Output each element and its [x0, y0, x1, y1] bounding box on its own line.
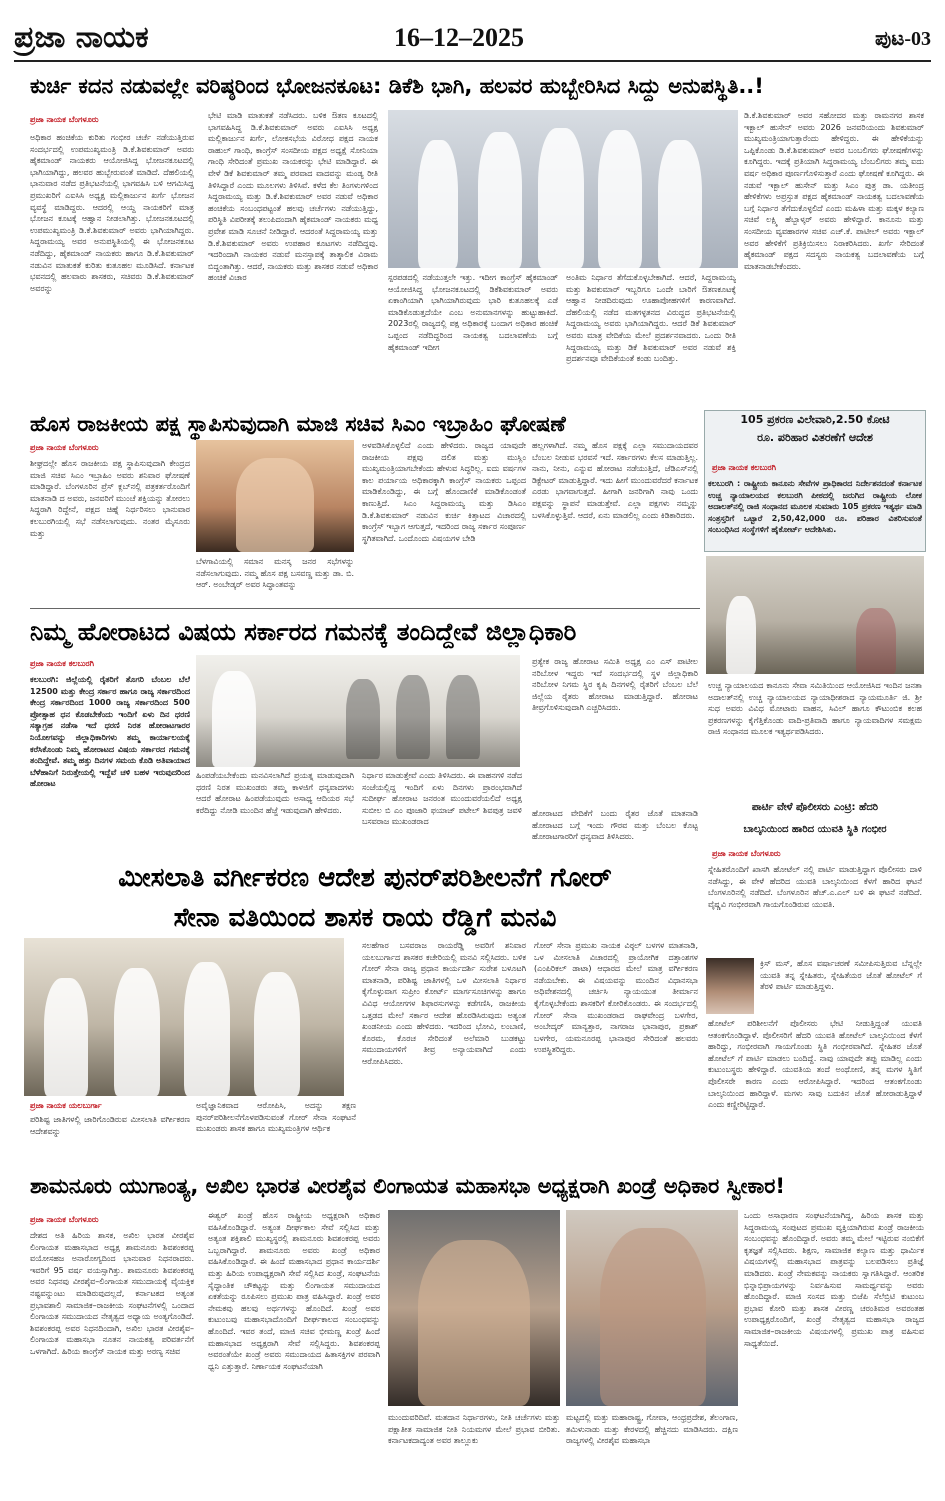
story5-col1: ದೇಶದ ಅತಿ ಹಿರಿಯ ಶಾಸಕ, ಅಖಿಲ ಭಾರತ ವೀರಶೈವ ಲಿಂಗಾಯತ ಮಹಾಸಭಾದ ಅಧ್ಯಕ್ಷ ಶಾಮನೂರು ಶಿವಶಂಕರಪ್ಪ ವಯೋಸಹಜ ಅನಾರೋಗ್ಯದಿಂದ ಭಾನುವಾರ ನಿಧನರಾದರು. ಇವರಿಗೆ 95 ವರ್ಷ ವಯಸ್ಸಾಗಿತ್ತು. ಶಾಮನೂರು ಶಿವಶಂಕರಪ್ಪ ಅವರ ನಿಧನವು ವೀರಶೈವ–ಲಿಂಗಾಯತ ಸಮುದಾಯಕ್ಕೆ ವೈಯಕ್ತಿಕ ನಷ್ಟವನ್ನುಂಟು ಮಾಡಿರುವುದಲ್ಲದೆ, ಕರ್ನಾಟಕದ ಅತ್ಯಂತ ಪ್ರಭಾವಶಾಲಿ ಸಾಮಾಜಿಕ–ರಾಜಕೀಯ ಸಂಘಟನೆಗಳಲ್ಲಿ ಒಂದಾದ ಲಿಂಗಾಯತ ಸಮುದಾಯದ ನೇತೃತ್ವದ ಅಧ್ಯಾಯ ಅಂತ್ಯಗೊಂಡಿದೆ. ಶಿವಶಂಕರಪ್ಪ ಅವರ ನಿಧನದಿಂದಾಗಿ, ಅಖಿಲ ಭಾರತ ವೀರಶೈವ–ಲಿಂಗಾಯತ ಮಹಾಸಭಾ ನೂತನ ನಾಯಕತ್ವ ಪರಿವರ್ತನೆಗೆ ಒಳಗಾಗಿದೆ. ಹಿರಿಯ ಕಾಂಗ್ರೆಸ್ ನಾಯಕ ಮತ್ತು ಅರಣ್ಯ ಸಚಿವ: [30, 1231, 194, 1356]
sidebar1-body2: ಉಚ್ಚ ನ್ಯಾಯಾಲಯದ ಕಾನೂನು ಸೇವಾ ಸಮಿತಿಯಿಂದ ಆಯೋಜಿಸಿದ ಇಂದಿನ ಜನತಾ ಅದಾಲತ್‌ನಲ್ಲಿ ಉಚ್ಚ ನ್ಯಾಯಾಲಯದ ನ್ಯಾಯಾಧೀಶರಾದ ನ್ಯಾಯಮೂರ್ತಿ ಜಿ. ಶ್ರೀ ಸುಧ ಅವರು ವಿವಿಧ ಮೋಟಾರು ವಾಹನ, ಸಿವಿಲ್ ಹಾಗೂ ಕೌಟುಂಬಿಕ ಕಲಹ ಪ್ರಕರಣಗಳನ್ನು ಕೈಗೆತ್ತಿಕೊಂಡು ವಾದಿ-ಪ್ರತಿವಾದಿ ಹಾಗೂ ನ್ಯಾಯವಾದಿಗಳ ಸಮಕ್ಷಮ ರಾಜಿ ಸಂಧಾನದ ಮೂಲಕ ಇತ್ಯರ್ಥಪಡಿಸಿದರು.: [708, 681, 922, 737]
story4-photo: [24, 938, 344, 1096]
story4-col2: ಅವೈಜ್ಞಾನಿಕವಾದ ಆರೋಪಿಸಿ, ಅದನ್ನು ತಕ್ಷಣ ಪುನರ್‌ಪರಿಶೀಲನೆಗೊಳಪಡಿಸುವಂತೆ ಗೋರ್ ಸೇನಾ ಸಂಘಟನೆ ಮುಖಂಡರು ಶಾಸಕ ಹಾಗೂ ಮುಖ್ಯಮಂತ್ರಿಗಳ ಆರ್ಥಿಕ: [196, 1101, 356, 1134]
story4-headline-line2: ಸೇನಾ ವತಿಯಿಂದ ಶಾಸಕ ರಾಯ ರೆಡ್ಡಿಗೆ ಮನವಿ: [173, 903, 557, 933]
sidebar1-photo: [706, 556, 924, 674]
story3-col3: ನಿರ್ಧಾರ ಮಾಡುತ್ತೇವೆ ಎಂದು ತಿಳಿಸಿದರು. ಈ ವಾಹನಗಳಿ ನಡೆದ ಸಂಜೆಯಲ್ಲಿದ್ದ ಇಂದಿಗೆ ಏಳು ದಿನಗಳು ಪ್ರಾರಂಭವಾಗಿದೆ ಸುದೀರ್ಘ ಹೋರಾಟ ಜನರಂತ ಮುಂದುವರೆಯಲಿದೆ ಅಧ್ಯಕ್ಷ ಸುಬೀಲ ಬಿ ಎಂ ಪೂಜಾರಿ ಫಯಾಜ್ ಪಟೇಲ್ ಶಿವಪುತ್ರ ಜವಳಿ ಬಸವರಾಜ ಮುಖಂಡರಾದ: [362, 771, 522, 827]
story4-col4: ಗೋರ್ ಸೇನಾ ಪ್ರಮುಖ ನಾಯಕ ವಿಠ್ಠಲ್ ಬಳಗಳ ಮಾತನಾಡಿ, ಒಳ ಮೀಸಲಾತಿ ವಿಚಾರದಲ್ಲಿ ಪ್ರಾಯೋಗಿಕ ದತ್ತಾಂಶಗಳ (ಎಂಪಿರಿಕಲ್ ಡಾಟಾ) ಆಧಾರದ ಮೇಲೆ ಮಾತ್ರ ವರ್ಗೀಕರಣ ನಡೆಯಬೇಕು. ಈ ವಿಷಯವನ್ನು ಮುಂದಿನ ವಿಧಾನಸಭಾ ಅಧಿವೇಶನದಲ್ಲಿ ಚರ್ಚಿಸಿ ನ್ಯಾಯಯುತ ತೀರ್ಮಾನ ಕೈಗೊಳ್ಳಬೇಕೆಂದು ಶಾಸಕರಿಗೆ ಕೋರಿಕೊಂಡರು. ಈ ಸಂದರ್ಭದಲ್ಲಿ ಗೋರ್ ಸೇನಾ ಮುಖಂಡರಾದ ರಾಘವೇಂದ್ರ ಬಳಗೇರ, ಅಂಬೇದ್ಕರ್ ಮಾನ್ಯತ್ತಾರ, ನಾಗರಾಜ ಭಾನಾಪುರ, ಪ್ರಕಾಶ್ ಬಳಗೇರ, ಯಮನೂರಪ್ಪ ಭಾನಾಪುರ ಸೇರಿದಂತೆ ಹಲವರು ಉಪಸ್ಥಿತರಿದ್ದರು.: [534, 941, 698, 1055]
story1-col1: ಅಧಿಕಾರ ಹಂಚಿಕೆಯ ಕುರಿತು ಗಂಭೀರ ಚರ್ಚೆ ನಡೆಯುತ್ತಿರುವ ಸಂದರ್ಭದಲ್ಲಿ ಉಪಮುಖ್ಯಮಂತ್ರಿ ಡಿ.ಕೆ.ಶಿವಕುಮಾರ್ ಅವರು ಹೈಕಮಾಂಡ್ ನಾಯಕರು ಆಯೋಜಿಸಿದ್ದ ಭೋಜನಕೂಟದಲ್ಲಿ ಭಾಗಿಯಾಗಿದ್ದು, ಹಲವರ ಹುಬ್ಬೇರುವಂತೆ ಮಾಡಿದೆ. ದೆಹಲಿಯಲ್ಲಿ ಭಾನುವಾರ ನಡೆದ ಪ್ರತಿಭಟನೆಯಲ್ಲಿ ಭಾಗವಹಿಸಿ ಬಳಿ ಆಗಮಿಸಿದ್ದ ಪ್ರಮುಖರಿಗೆ ಎಐಸಿಸಿ ಅಧ್ಯಕ್ಷ ಮಲ್ಲಿಕಾರ್ಜುನ ಖರ್ಗೆ ಭೋಜನ ವ್ಯವಸ್ಥೆ ಮಾಡಿದ್ದರು. ಆದರಲ್ಲಿ ಆಯ್ದ ನಾಯಕರಿಗೆ ಮಾತ್ರ ಭೋಜನ ಕೂಟಕ್ಕೆ ಆಹ್ವಾನ ನೀಡಲಾಗಿತ್ತು. ಭೋಜನಕೂಟದಲ್ಲಿ ಉಪಮುಖ್ಯಮಂತ್ರಿ ಡಿ.ಕೆ.ಶಿವಕುಮಾರ್ ಅವರು ಭಾಗಿಯಾಗಿದ್ದರು. ಸಿದ್ದರಾಮಯ್ಯ ಅವರ ಅನುಪಸ್ಥಿತಿಯಲ್ಲಿ ಈ ಭೋಜನಕೂಟ ನಡೆದಿದ್ದು, ಹೈಕಮಾಂಡ್ ನಾಯಕರು ಹಾಗೂ ಡಿ.ಕೆ.ಶಿವಕುಮಾರ್ ನಡುವಿನ ಮಾತುಕತೆ ಕುರಿತು ಕುತೂಹಲ ಮೂಡಿಸಿದೆ. ಕರ್ನಾಟಕ ಭವನದಲ್ಲಿ ಹಲವಾರು ಶಾಸಕರು, ಸಚಿವರು ಡಿ.ಕೆ.ಶಿವಕುಮಾರ್ ಅವರನ್ನು: [30, 133, 194, 293]
story4-col1: ಪರಿಶಿಷ್ಟ ಜಾತಿಗಳಲ್ಲಿ ಜಾರಿಗೊಂಡಿರುವ ಮೀಸಲಾತಿ ವರ್ಗೀಕರಣ ಆದೇಶವನ್ನು: [30, 1115, 190, 1136]
story5-headline: ಶಾಮನೂರು ಯುಗಾಂತ್ಯ, ಅಖಿಲ ಭಾರತ ವೀರಶೈವ ಲಿಂಗಾಯತ ಮಹಾಸಭಾ ಅಧ್ಯಕ್ಷರಾಗಿ ಖಂಡ್ರೆ ಅಧಿಕಾರ ಸ್ವೀಕಾರ!: [30, 1174, 785, 1198]
divider: [30, 608, 700, 609]
story5-col5: ಒಂದು ಅಸಾಧಾರಣ ಸಂಘಟನೆಯಾಗಿದ್ದ, ಹಿರಿಯ ಶಾಸಕ ಮತ್ತು ಸಿದ್ದರಾಮಯ್ಯ ಸಂಪುಟದ ಪ್ರಮುಖ ವ್ಯಕ್ತಿಯಾಗಿರುವ ಖಂಡ್ರೆ ರಾಜಕೀಯ ಸಂಬಂಧವನ್ನು ಹೊಂದಿದ್ದಾರೆ. ಅವರು ತಮ್ಮ ಮೇಲೆ ಇಟ್ಟಿರುವ ನಂಬಿಕೆಗೆ ಕೃತಜ್ಞತೆ ಸಲ್ಲಿಸಿದರು. ಶಿಕ್ಷಣ, ಸಾಮಾಜಿಕ ಕಲ್ಯಾಣ ಮತ್ತು ಧಾರ್ಮಿಕ ವಿಷಯಗಳಲ್ಲಿ ಮಹಾಸಭಾದ ಪಾತ್ರವನ್ನು ಬಲಪಡಿಸಲು ಪ್ರತಿಜ್ಞೆ ಮಾಡಿದರು. ಖಂಡ್ರೆ ನೇಮಕವನ್ನು ನಾಯಕರು ಸ್ವಾಗತಿಸಿದ್ದಾರೆ. ಆಂತರಿಕ ಭಿನ್ನಾಭಿಪ್ರಾಯಗಳನ್ನು ನಿರ್ವಹಿಸುವ ಸಾಮರ್ಥ್ಯವನ್ನು ಅವರು ಹೊಂದಿದ್ದಾರೆ. ಮಾಜಿ ಸಂಸದ ಮತ್ತು ಬಿಜೆಪಿ ಸೆಲೆಬ್ರಿಟಿ ಕುಟುಂಬ ಪ್ರಭಾವ ಕೋರಿ ಮತ್ತು ಶಾಸಕ ವೀರಣ್ಣ ಚರಂತಿಮಠ ಅವರಂತಹ ಉಪಾಧ್ಯಕ್ಷರೊಂದಿಗೆ, ಖಂಡ್ರೆ ನೇತೃತ್ವದ ಮಹಾಸಭಾ ರಾಜ್ಯದ ಸಾಮಾಜಿಕ–ರಾಜಕೀಯ ವಿಷಯಗಳಲ್ಲಿ ಪ್ರಮುಖ ಪಾತ್ರ ವಹಿಸುವ ಸಾಧ್ಯತೆಯಿದೆ.: [744, 1211, 924, 1348]
story3-headline: ನಿಮ್ಮ ಹೋರಾಟದ ವಿಷಯ ಸರ್ಕಾರದ ಗಮನಕ್ಕೆ ತಂದಿದ್ದೇವೆ ಜಿಲ್ಲಾಧಿಕಾರಿ: [30, 618, 577, 646]
sidebar1-body: ಕಲಬುರಗಿ : ರಾಷ್ಟ್ರೀಯ ಕಾನೂನು ಸೇವೆಗಳ ಪ್ರಾಧಿಕಾರದ ನಿರ್ದೇಶನದಂತೆ ಕರ್ನಾಟಕ ಉಚ್ಚ ನ್ಯಾಯಾಲಯದ ಕಲಬುರಗಿ ಪೀಠದಲ್ಲಿ ಜರುಗಿದ ರಾಷ್ಟ್ರೀಯ ಲೋಕ ಅದಾಲತ್‌ನಲ್ಲಿ ರಾಜಿ ಸಂಧಾನದ ಮೂಲಕ ಸುಮಾರು 105 ಪ್ರಕರಣ ಇತ್ಯರ್ಥ ಮಾಡಿ ಸಂತ್ರಸ್ತರಿಗೆ ಒಟ್ಟಾರೆ 2,50,42,000 ರೂ. ಪರಿಹಾರ ವಿತರಿಸುವಂತೆ ಸಂಬಂಧಿಸಿದ ಸಂಸ್ಥೆಗಳಿಗೆ ಹೈಕೋರ್ಟ್ ಆದೇಶಿಸಿತು.: [708, 479, 922, 535]
story2-headline: ಹೊಸ ರಾಜಕೀಯ ಪಕ್ಷ ಸ್ಥಾಪಿಸುವುದಾಗಿ ಮಾಜಿ ಸಚಿವ ಸಿಎಂ ಇಬ್ರಾಹಿಂ ಘೋಷಣೆ: [30, 412, 566, 436]
story4-col3: ಸಲಹೆಗಾರ ಬಸವರಾಜ ರಾಯರೆಡ್ಡಿ ಅವರಿಗೆ ಶನಿವಾರ ಯಲಬುರ್ಗಾದ ಶಾಸಕರ ಕಚೇರಿಯಲ್ಲಿ ಮನವಿ ಸಲ್ಲಿಸಿದರು. ಬಳಿಕ ಗೋರ್ ಸೇನಾ ರಾಜ್ಯ ಪ್ರಧಾನ ಕಾರ್ಯದರ್ಶಿ ಸುರೇಶ ಬಳೂಟಗಿ ಮಾತನಾಡಿ, ಪರಿಶಿಷ್ಟ ಜಾತಿಗಳಲ್ಲಿ ಒಳ ಮೀಸಲಾತಿ ನಿರ್ಧಾರ ಕೈಗೊಳ್ಳುವಾಗ ಸುಪ್ರೀಂ ಕೋರ್ಟ್ ಮಾರ್ಗಸೂಚಿಗಳನ್ನು ಹಾಗೂ ವಿವಿಧ ಆಯೋಗಗಳ ಶಿಫಾರಸುಗಳನ್ನು ಕಡೆಗಣಿಸಿ, ರಾಜಕೀಯ ಒತ್ತಡದ ಮೇಲೆ ಸರ್ಕಾರ ಆದೇಶ ಹೊರಡಿಸಿರುವುದು ಅತ್ಯಂತ ಖಂಡನೀಯ ಎಂದು ಹೇಳಿದರು. ಇದರಿಂದ ಭೋವಿ, ಲಂಬಾಣಿ, ಕೊರಮ, ಕೊರಚ ಸೇರಿದಂತೆ ಅಲೆಮಾರಿ ಬುಡಕಟ್ಟು ಸಮುದಾಯಗಳಿಗೆ ತೀವ್ರ ಅನ್ಯಾಯವಾಗಿದೆ ಎಂದು ಆರೋಪಿಸಿದರು.: [362, 941, 526, 1066]
story2-col2: ಬೆಳಗಾವಿಯಲ್ಲಿ ಸಮಾನ ಮನಸ್ಕ ಜನರ ಸಭೆಗಳನ್ನು ನಡೆಸಲಾಗುವುದು. ನಮ್ಮ ಹೊಸ ಪಕ್ಷ ಬಸವಣ್ಣ ಮತ್ತು ಡಾ. ಬಿ. ಆರ್. ಅಂಬೇಡ್ಕರ್ ಅವರ ಸಿದ್ಧಾಂತವನ್ನು: [196, 557, 354, 590]
page-number: ಪುಟ-03: [874, 28, 931, 50]
story5-col2: ಈಶ್ವರ್ ಖಂಡ್ರೆ ಹೊಸ ರಾಷ್ಟ್ರೀಯ ಅಧ್ಯಕ್ಷರಾಗಿ ಅಧಿಕಾರ ವಹಿಸಿಕೊಂಡಿದ್ದಾರೆ. ಅತ್ಯಂತ ದೀರ್ಘಕಾಲ ಸೇವೆ ಸಲ್ಲಿಸಿದ ಮತ್ತು ಅತ್ಯಂತ ಶಕ್ತಿಶಾಲಿ ಮುಖ್ಯಸ್ಥರಲ್ಲಿ ಶಾಮನೂರು ಶಿವಶಂಕರಪ್ಪ ಅವರು ಒಬ್ಬರಾಗಿದ್ದಾರೆ. ಶಾಮನೂರು ಅವರು ಖಂಡ್ರೆ ಅಧಿಕಾರ ವಹಿಸಿಕೊಂಡಿದ್ದಾರೆ. ಈ ಹಿಂದೆ ಮಹಾಸಭಾದ ಪ್ರಧಾನ ಕಾರ್ಯದರ್ಶಿ ಮತ್ತು ಹಿರಿಯ ಉಪಾಧ್ಯಕ್ಷರಾಗಿ ಸೇವೆ ಸಲ್ಲಿಸಿದ ಖಂಡ್ರೆ, ಸಂಘಟನೆಯ ಸೈದ್ಧಾಂತಿಕ ಚೌಕಟ್ಟನ್ನು ಮತ್ತು ಲಿಂಗಾಯತ ಸಮುದಾಯದ ಏಕತೆಯನ್ನು ರೂಪಿಸಲು ಪ್ರಮುಖ ಪಾತ್ರ ವಹಿಸಿದ್ದಾರೆ. ಖಂಡ್ರೆ ಅವರ ನೇಮಕವು ಹಲವು ಅರ್ಥಗಳನ್ನು ಹೊಂದಿದೆ. ಖಂಡ್ರೆ ಅವರ ಕುಟುಂಬವು ಮಹಾಸಭಾದೊಂದಿಗೆ ದೀರ್ಘಕಾಲದ ಸಂಬಂಧವನ್ನು ಹೊಂದಿದೆ. ಇವರ ತಂದೆ, ಮಾಜಿ ಸಚಿವ ಭೀಮಣ್ಣ ಖಂಡ್ರೆ ಹಿಂದೆ ಮಹಾಸಭಾದ ಅಧ್ಯಕ್ಷರಾಗಿ ಸೇವೆ ಸಲ್ಲಿಸಿದ್ದರು. ಶಿವಶಂಕರಪ್ಪ ಅವರಂತೆಯೇ ಖಂಡ್ರೆ ಅವರು ಸಮುದಾಯದ ಹಿತಾಸಕ್ತಿಗಳ ಪರವಾಗಿ ಧ್ವನಿ ಎತ್ತುತ್ತಾರೆ. ನಿರ್ಣಾಯಕ ಸಂಘಟನೆಯಾಗಿ: [208, 1211, 380, 1371]
sidebar1-byline: ಪ್ರಜಾ ನಾಯಕ ಕಲಬುರಗಿ: [712, 463, 777, 472]
story4-headline-line1: ಮೀಸಲಾತಿ ವರ್ಗೀಕರಣ ಆದೇಶ ಪುನರ್‌ಪರಿಶೀಲನೆಗೆ ಗೋರ್: [118, 863, 612, 893]
sidebar2-body-mid: ಕ್ರಿಸ್ ಮಸ್, ಹೊಸ ವರ್ಷಾಚರಣೆ ಸಮೀಪಿಸುತ್ತಿರುವ ಬೆನ್ನಲ್ಲೇ ಯುವತಿ ತನ್ನ ಸ್ನೇಹಿತರು, ಸ್ನೇಹಿತೆಯರ ಜೊತೆ ಹೋಟೆಲ್ ಗೆ ತೆರಳಿ ಪಾರ್ಟಿ ಮಾಡುತ್ತಿದ್ದಳು.: [760, 959, 922, 992]
sidebar2-title-line2: ಬಾಲ್ಕನಿಯಿಂದ ಹಾರಿದ ಯುವತಿ ಸ್ಥಿತಿ ಗಂಭೀರ: [743, 824, 887, 835]
story3-col5: ಹೋರಾಟದ ವೇದಿಕೆಗೆ ಬಂದು ರೈತರ ಜೊತೆ ಮಾತನಾಡಿ ಹೋರಾಟದ ಬಗ್ಗೆ ಇಂದು ಗೌರವ ಮತ್ತು ಬೆಂಬಲ ಕೊಟ್ಟ ಹೋರಾಟಗಾರರಿಗೆ ಧನ್ಯವಾದ ತಿಳಿಸಿದರು.: [532, 809, 698, 842]
sidebar2-byline: ಪ್ರಜಾ ನಾಯಕ ಬೆಂಗಳೂರು: [712, 849, 781, 858]
story5-byline: ಪ್ರಜಾ ನಾಯಕ ಬೆಂಗಳೂರು: [30, 1215, 99, 1224]
story4-byline: ಪ್ರಜಾ ನಾಯಕ ಯಲಬುರ್ಗಾ: [30, 1101, 102, 1110]
story5-col3: ಮುಂದುವರಿದಿವೆ. ಮತದಾನ ನಿರ್ಧಾರಗಳು, ನೀತಿ ಚರ್ಚೆಗಳು ಮತ್ತು ಪಕ್ಷಾತೀತ ಸಾಮಾಜಿಕ ನೀತಿ ನಿಯಮಗಳ ಮೇಲೆ ಪ್ರಭಾವ ಬೀರಿತು. ಕರ್ನಾಟಕದಾದ್ಯಂತ ಅವರ ತಾಲ್ಲೂಕು: [388, 1413, 560, 1446]
story2-photo: [196, 440, 354, 552]
story3-col1: ಕಲಬುರಗಿ: ಜಿಲ್ಲೆಯಲ್ಲಿ ರೈತರಿಗೆ ತೊಗರಿ ಬೆಂಬಲ ಬೆಲೆ 12500 ಮತ್ತು ಕೇಂದ್ರ ಸರ್ಕಾರ ಹಾಗೂ ರಾಜ್ಯ ಸರ್ಕಾರದಿಂದ ಕೇಂದ್ರ ಸರ್ಕಾರದಿಂದ 1000 ರಾಜ್ಯ ಸರ್ಕಾರದಿಂದ 500 ಪ್ರೋತ್ಸಾಹ ಧನ ಕೊಡಬೇಕೆಂದು ಇಂದಿಗೆ ಏಳು ದಿನ ಧರಣಿ ಸತ್ಯಾಗ್ರಹ ನಡೆಸಾ ಇದೆ ಧರಣಿ ನಿರತ ಹೋರಾಟಗಾರರ ನಿಯೋಗವನ್ನು ಜಿಲ್ಲಾಧಿಕಾರಿಗಳು ತಮ್ಮ ಕಾರ್ಯಾಲಯಕ್ಕೆ ಕರೆಸಿಕೊಂಡು ನಿಮ್ಮ ಹೋರಾಟದ ವಿಷಯ ಸರ್ಕಾರದ ಗಮನಕ್ಕೆ ತಂದಿದ್ದೇವೆ. ತಮ್ಮ ಹತ್ತು ದಿನಗಳ ಸಮಯ ಕೊಡಿ ಅತಿವಾಯಾದ ಬೆಳೆಹಾನಿಗೆ ನಿರುತ್ತೇಯಲ್ಲಿ ಇದ್ದೆವೆ ಚಳಿ ಬಹಳ ಇರುವುದರಿಂದ ಹೋರಾಟ: [30, 675, 190, 789]
story3-col4: ಪ್ರತ್ಯೇಕ ರಾಜ್ಯ ಹೋರಾಟ ಸಮಿತಿ ಅಧ್ಯಕ್ಷ ಎಂ ಎಸ್ ಪಾಟೀಲ ನರಿಬೋಳ ಇದ್ದರು ಇದೆ ಸಂದರ್ಭದಲ್ಲಿ ಸ್ಥಳ ಜಿಲ್ಲಾಧಿಕಾರಿ ನರಿಬೋಳ ನಿಗಮ ಸ್ಥಿರ ಕೃಷಿ ದಿನಗಳಲ್ಲಿ ರೈತರಿಗೆ ಬೆಂಬಲ ಬೆಲೆ ಜಿಲ್ಲೆಯ ರೈತರು ಹೋರಾಟ ಮಾಡುತ್ತಿದ್ದಾರೆ. ಹೋರಾಟ ತೀವ್ರಗೊಳಿಸುವುದಾಗಿ ಎಚ್ಚರಿಸಿದರು.: [532, 657, 698, 713]
story2-col1: ಶೀಘ್ರದಲ್ಲೇ ಹೊಸ ರಾಜಕೀಯ ಪಕ್ಷ ಸ್ಥಾಪಿಸುವುದಾಗಿ ಕೇಂದ್ರದ ಮಾಜಿ ಸಚಿವ ಸಿಎಂ ಇಬ್ರಾಹಿಂ ಅವರು ಶನಿವಾರ ಘೋಷಣೆ ಮಾಡಿದ್ದಾರೆ. ಬೆಂಗಳೂರಿನ ಪ್ರೆಸ್ ಕ್ಲಬ್‌ನಲ್ಲಿ ಪತ್ರಕರ್ತರೊಂದಿಗೆ ಮಾತನಾಡಿ ದ ಅವರು, ಜನವರಿಗೆ ಮುಂಚೆ ಶಕ್ತಿಯನ್ನು ತೋರಲು ಸಿದ್ಧರಾಗಿ ರಿದ್ದೇನೆ, ಪಕ್ಷದ ಚಿಹ್ನೆ ನಿರ್ಧರಿಸಲು ಭಾನುವಾರ ಕಲಬುರಗಿಯಲ್ಲಿ ಸಭೆ ನಡೆಸಲಾಗುವುದು. ನಂತರ ಮೈಸೂರು ಮತ್ತು: [30, 459, 190, 538]
sidebar2-body-bottom: ಹೋಟೆಲ್ ಪರಿಶೀಲನೆಗೆ ಪೊಲೀಸರು ಭೇಟಿ ನೀಡುತ್ತಿದ್ದಂತೆ ಯುವತಿ ಆತಂಕಗೊಂಡಿದ್ದಾಳೆ. ಪೊಲೀಸರಿಗೆ ಹೆದರಿ ಯುವತಿ ಹೋಟೆಲ್ ಬಾಲ್ಕನಿಯಿಂದ ಕೆಳಗೆ ಹಾರಿದ್ದು, ಗಂಭೀರವಾಗಿ ಗಾಯಗೊಂಡು ಸ್ಥಿತಿ ಗಂಭೀರವಾಗಿದೆ. ಸ್ನೇಹಿತರ ಜೊತೆ ಹೋಟೆಲ್ ಗೆ ಪಾರ್ಟಿ ಮಾಡಲು ಬಂದಿದ್ದೆ. ನಾವು ಯಾವುದೇ ತಪ್ಪು ಮಾಡಿಲ್ಲ ಎಂದು ಕುಟುಂಬಸ್ಥರು ಹೇಳಿದ್ದಾರೆ. ಯುವತಿಯ ತಂದೆ ಅಂಥೋಣಿ, ತನ್ನ ಮಗಳ ಸ್ಥಿತಿಗೆ ಪೊಲೀಸರೇ ಕಾರಣ ಎಂದು ಆರೋಪಿಸಿದ್ದಾರೆ. ಇದರಿಂದ ಆತಂಕಗೊಂಡು ಬಾಲ್ಕನಿಯಿಂದ ಹಾರಿದ್ದಾಳೆ. ಮಗಳು ಸಾವು ಬದುಕಿನ ಜೊತೆ ಹೋರಾಡುತ್ತಿದ್ದಾಳೆ ಎಂದು ಕಣ್ಣೀರಿಟ್ಟಿದ್ದಾರೆ.: [708, 1019, 922, 1110]
story3-col2: ಹಿಂಪಡೆಯಬೇಕೆಂದು ಮನವಿಸಲಾಗಿದೆ ಪ್ರಯತ್ನ ಮಾಡುವುದಾಗಿ ಧರಣಿ ನಿರತ ಮುಖಂಡರು ತಮ್ಮ ಕಾಳಜಿಗೆ ಧನ್ಯವಾದಗಳು ಆದರೆ ಹೋರಾಟ ಹಿಂಪಡೆಯುವುದು ಅಸಾಧ್ಯ ಆದಿಯರ ಸಭೆ ಕರೆದಿದ್ದು ನೋಡಿ ಮುಂದಿನ ಹೆಜ್ಜೆ ಇಡುವುದಾಗಿ ಹೇಳಿದರು.: [196, 771, 354, 815]
story1-byline: ಪ್ರಜಾ ನಾಯಕ ಬೆಂಗಳೂರು: [30, 115, 99, 124]
story1-col4: ಅಂತಿಮ ನಿರ್ಧಾರ ತೆಗೆದುಕೊಳ್ಳಬೇಕಾಗಿದೆ. ಆದರೆ, ಸಿದ್ದರಾಮಯ್ಯ ಮತ್ತು ಶಿವಕುಮಾರ್ ಇಬ್ಬರಿಗೂ ಒಂದೇ ಬಾರಿಗೆ ಔತಣಕೂಟಕ್ಕೆ ಆಹ್ವಾನ ನೀಡದಿರುವುದು ಊಹಾಪೋಹಗಳಿಗೆ ಕಾರಣವಾಗಿದೆ. ದೆಹಲಿಯಲ್ಲಿ ನಡೆದ ಮತಗಳ್ಳತನದ ವಿರುದ್ಧದ ಪ್ರತಿಭಟನೆಯಲ್ಲಿ ಸಿದ್ದರಾಮಯ್ಯ ಅವರು ಭಾಗಿಯಾಗಿದ್ದರು. ಆದರೆ ಡಿಕೆ ಶಿವಕುಮಾರ್ ಅವರು ಮಾತ್ರ ವೇದಿಕೆಯ ಮೇಲೆ ಪ್ರದರ್ಶನವಾದರು. ಒಂದು ರೀತಿ ಸಿದ್ದರಾಮಯ್ಯ ಮತ್ತು ಡಿಕೆ ಶಿವಕುಮಾರ್ ಅವರ ನಡುವೆ ಶಕ್ತಿ ಪ್ರದರ್ಶನವೂ ವೇದಿಕೆಯಂತೆ ಕಂಡು ಬಂದಿತ್ತು.: [566, 273, 736, 364]
story3-photo: [196, 655, 520, 767]
story5-col4: ಮಟ್ಟದಲ್ಲಿ ಮತ್ತು ಮಹಾರಾಷ್ಟ್ರ, ಗೋವಾ, ಆಂಧ್ರಪ್ರದೇಶ, ತೆಲಂಗಾಣ, ತಮಿಳುನಾಡು ಮತ್ತು ಕೇರಳದಲ್ಲಿ ಹೆಚ್ಚಿನದು ಮಾಡಿಸಿದರು. ದಕ್ಷಿಣ ರಾಜ್ಯಗಳಲ್ಲಿ ವೀರಶೈವ ಮಹಾಸಭಾ: [566, 1413, 738, 1446]
story1-col3: ಸ್ಪರಪಡದಲ್ಲಿ ನಡೆಯುತ್ತಲೇ ಇತ್ತು. ಇದೀಗ ಕಾಂಗ್ರೆಸ್ ಹೈಕಮಾಂಡ್ ಆಯೋಜಿಸಿದ್ದ ಭೋಜನಕೂಟದಲ್ಲಿ ಡಿಕೆಶಿವಕುಮಾರ್ ಅವರು ಏಕಾಂಗಿಯಾಗಿ ಭಾಗಿಯಾಗಿರುವುದು ಭಾರಿ ಕುತೂಹಲಕ್ಕೆ ಎಡೆ ಮಾಡಿಕೊಡುತ್ತದೆಯೇ ಎಂಬ ಅನುಮಾನಗಳನ್ನು ಹುಟ್ಟುಹಾಕಿದೆ. 2023ರಲ್ಲಿ ರಾಜ್ಯದಲ್ಲಿ ಪಕ್ಷ ಅಧಿಕಾರಕ್ಕೆ ಬಂದಾಗ ಅಧಿಕಾರ ಹಂಚಿಕೆ ಒಪ್ಪಂದ ನಡೆದಿದ್ದರಿಂದ ನಾಯಕತ್ವ ಬದಲಾವಣೆಯ ಬಗ್ಗೆ ಹೈಕಮಾಂಡ್ ಇದೀಗ: [388, 273, 558, 352]
sidebar2-photo: [706, 958, 754, 1014]
newspaper-name: ಪ್ರಜಾ ನಾಯಕ: [14, 20, 149, 55]
story5-photo-right: [566, 1210, 738, 1406]
sidebar2-body-top: ಸ್ನೇಹಿತರೊಂದಿಗೆ ಖಾಸಗಿ ಹೋಟೆಲ್ ನಲ್ಲಿ ಪಾರ್ಟಿ ಮಾಡುತ್ತಿದ್ದಾಗ ಪೊಲೀಸರು ದಾಳಿ ನಡೆಸಿದ್ದು, ಈ ವೇಳೆ ಹೆದರಿದ ಯುವತಿ ಬಾಲ್ಕನಿಯಿಂದ ಕೆಳಗೆ ಹಾರಿದ ಘಟನೆ ಬೆಂಗಳೂರಿನಲ್ಲಿ ನಡೆದಿದೆ. ಬೆಂಗಳೂರಿನ ಹೆಚ್.ಎ.ಎಲ್ ಬಳಿ ಈ ಘಟನೆ ನಡೆದಿದೆ. ವೈಷ್ಣವಿ ಗಂಭೀರವಾಗಿ ಗಾಯಗೊಂಡಿರುವ ಯುವತಿ.: [708, 865, 922, 909]
story2-col3: ಅಳವಡಿಸಿಕೊಳ್ಳಲಿದೆ ಎಂದು ಹೇಳಿದರು. ರಾಜ್ಯದ ಯಾವುದೇ ರಾಜಕೀಯ ಪಕ್ಷವು ದಲಿತ ಮತ್ತು ಮುಸ್ಲಿಂ ಮುಖ್ಯಮಂತ್ರಿಯಾಗಬೇಕೆಂದು ಹೇಳುವ ಸಿದ್ಧರಿಲ್ಲ. ಐದು ವರ್ಷಗಳ ಕಾಲ ಪರ್ಯಾಯ ಅಧಿಕಾರಕ್ಕಾಗಿ ಕಾಂಗ್ರೆಸ್ ನಾಯಕರು ಒಪ್ಪಂದ ಮಾಡಿಕೊಂಡಿದ್ದು, ಈ ಬಗ್ಗೆ ಹೊಂದಾಣಿಕೆ ಮಾಡಿಕೊಂಡಂತೆ ಕಾಣುತ್ತಿದೆ. ಸಿಎಂ ಸಿದ್ದರಾಮಯ್ಯ ಮತ್ತು ಡಿಸಿಎಂ ಡಿ.ಕೆ.ಶಿವಕುಮಾರ್ ನಡುವಿನ ಕುರ್ಚಿ ಕಿತ್ತಾಟದ ವಿಚಾರದಲ್ಲಿ ಕಾಂಗ್ರೆಸ್ ಇಬ್ಬಾಗ ಆಗುತ್ತದೆ, ಇದರಿಂದ ರಾಜ್ಯ ಸರ್ಕಾರ ಸಂಪೂರ್ಣ ಸ್ಥಗಿತವಾಗಿದೆ. ಒಂದೊಂದು ವಿಷಯಗಳ ಬೇಡಿ: [362, 441, 526, 543]
sidebar2-title-line1: ಪಾರ್ಟಿ ವೇಳೆ ಪೊಲೀಸರು ಎಂಟ್ರಿ: ಹೆದರಿ: [751, 802, 879, 813]
story2-col4: ಹಲ್ಲಗಳಾಗಿದೆ. ನಮ್ಮ ಹೊಸ ಪಕ್ಷಕ್ಕೆ ಎಲ್ಲಾ ಸಮುದಾಯದವರ ಬೆಂಬಲ ನೀಡುವ ಭರವಸೆ ಇದೆ. ಸರ್ಕಾರಗಳು ಕೆಲಸ ಮಾಡುತ್ತಿಲ್ಲ. ನಾನು, ನೀನು, ಎನ್ನುವ ಹೋರಾಟ ನಡೆಯುತ್ತಿದೆ, ಜೆಡಿಎಸ್‌ನಲ್ಲಿ ಡಿಕ್ಟೇಟರ್ ಮಾಡುತ್ತಿದ್ದಾರೆ. ಇದು ಹೀಗೆ ಮುಂದುವರೆದರೆ ಕರ್ನಾಟಕ ಎರಡು ಭಾಗವಾಗುತ್ತದೆ. ಹೀಗಾಗಿ ಜನರಿಗಾಗಿ ನಾವು ಒಂದು ಪಕ್ಷವನ್ನು ಸ್ಥಾಪನೆ ಮಾಡುತ್ತೇವೆ. ಎಲ್ಲಾ ಪಕ್ಷಗಳು ನಮ್ಮನ್ನು ಬಳಸಿಕೊಳ್ಳುತ್ತಿವೆ. ಆದರೆ, ಏನು ಮಾಡಲಿಲ್ಲ ಎಂದು ಕಿಡಿಕಾರಿದರು.: [532, 441, 698, 520]
story1-headline: ಕುರ್ಚಿ ಕದನ ನಡುವಲ್ಲೇ ವರಿಷ್ಠರಿಂದ ಭೋಜನಕೂಟ: ಡಿಕೆಶಿ ಭಾಗಿ, ಹಲವರ ಹುಬ್ಬೇರಿಸಿದ ಸಿದ್ದು ಅನುಪಸ್ಥಿತಿ..!: [30, 74, 764, 98]
masthead: [14, 18, 931, 62]
story1-col5: ಡಿ.ಕೆ.ಶಿವಕುಮಾರ್ ಅವರ ಸಹೋದರ ಮತ್ತು ರಾಮನಗರ ಶಾಸಕ ಇಕ್ಬಾಲ್ ಹುಸೇನ್ ಅವರು 2026 ಜನವರಿಯಂದು ಶಿವಕುಮಾರ್ ಮುಖ್ಯಮಂತ್ರಿಯಾಗುತ್ತಾರೆಂದು ಹೇಳಿದ್ದರು. ಈ ಹೇಳಿಕೆಯನ್ನು ಒಪ್ಪಿಕೊಂಡು ಡಿ.ಕೆ.ಶಿವಕುಮಾರ್ ಅವರ ಬಂಬಲಿಗರು ಘೋಷಣೆಗಳನ್ನು ಕೂಗಿದ್ದರು. ಇದಕ್ಕೆ ಪ್ರತಿಯಾಗಿ ಸಿದ್ದರಾಮಯ್ಯ ಬೆಂಬಲಿಗರು ತಮ್ಮ ಐದು ವರ್ಷ ಅಧಿಕಾರ ಪೂರ್ಣಗೊಳಿಸುತ್ತಾರೆ ಎಂದು ಘೋಷಣೆ ಕೂಗಿದ್ದರು. ಈ ನಡುವೆ ಇಕ್ಬಾಲ್ ಹುಸೇನ್ ಮತ್ತು ಸಿಎಂ ಪುತ್ರ ಡಾ. ಯತೀಂದ್ರ ಹೇಳಿಕೆಗಳು ಅಪ್ರಸ್ತುತ ಪಕ್ಷದ ಹೈಕಮಾಂಡ್ ನಾಯಕತ್ವ ಬದಲಾವಣೆಯ ಬಗ್ಗೆ ನಿರ್ಧಾರ ತೆಗೆದುಕೊಳ್ಳಲಿದೆ ಎಂದು ಮಹಿಳಾ ಮತ್ತು ಮಕ್ಕಳ ಕಲ್ಯಾಣ ಸಚಿವೆ ಲಕ್ಷ್ಮಿ ಹೆಬ್ಬಾಳ್ಕರ್ ಅವರು ಹೇಳಿದ್ದಾರೆ. ಕಾನೂನು ಮತ್ತು ಸಂಸದೀಯ ವ್ಯವಹಾರಗಳ ಸಚಿವ ಎಚ್.ಕೆ. ಪಾಟೀಲ್ ಅವರು ಇಕ್ಬಾಲ್ ಅವರ ಹೇಳಿಕೆಗೆ ಪ್ರತಿಕ್ರಿಯಿಸಲು ನಿರಾಕರಿಸಿದರು. ಖರ್ಗೆ ಸೇರಿದಂತೆ ಹೈಕಮಾಂಡ್ ಪಕ್ಷದ ಸದಸ್ಯರು ನಾಯಕತ್ವ ಬದಲಾವಣೆಯ ಬಗ್ಗೆ ಮಾತನಾಡಬೇಕೆಂದರು.: [744, 111, 924, 271]
story1-col2: ಭೇಟಿ ಮಾಡಿ ಮಾತುಕತೆ ನಡೆಸಿದರು. ಬಳಿಕ ಔತಣ ಕೂಟದಲ್ಲಿ ಭಾಗವಹಿಸಿದ್ದ ಡಿ.ಕೆ.ಶಿವಕುಮಾರ್ ಅವರು ಎಐಸಿಸಿ ಅಧ್ಯಕ್ಷ ಮಲ್ಲಿಕಾರ್ಜುನ ಖರ್ಗೆ, ಲೋಕಸಭೆಯ ವಿರೋಧ ಪಕ್ಷದ ನಾಯಕ ರಾಹುಲ್ ಗಾಂಧಿ, ಕಾಂಗ್ರೆಸ್ ಸಂಸದೀಯ ಪಕ್ಷದ ಅಧ್ಯಕ್ಷೆ ಸೋನಿಯಾ ಗಾಂಧಿ ಸೇರಿದಂತೆ ಪ್ರಮುಖ ನಾಯಕರನ್ನು ಭೇಟಿ ಮಾಡಿದ್ದಾರೆ. ಈ ವೇಳೆ ಡಿಕೆ ಶಿವಕುಮಾರ್ ತಮ್ಮ ಪರವಾದ ವಾದವನ್ನು ಮಂಡ್ಯ ರೀತಿ ತಿಳಿಸಿದ್ದಾರೆ ಎಂದು ಮೂಲಗಳು ತಿಳಿಸಿವೆ. ಕಳೆದ ಕೆಲ ತಿಂಗಳುಗಳಿಂದ ಸಿದ್ದರಾಮಯ್ಯ ಮತ್ತು ಡಿ.ಕೆ.ಶಿವಕುಮಾರ್ ಅವರ ನಡುವೆ ಅಧಿಕಾರ ಹಂಚಿಕೆಯ ಸಂಬಂಧಪಟ್ಟಂತೆ ಹಲವು ಚರ್ಚೆಗಳು ನಡೆಯುತ್ತಿದ್ದು, ಪರಿಸ್ಥಿತಿ ವಿಪರೀತಕ್ಕೆ ತಲುಪಿದಂದಾಗಿ ಹೈಕಮಾಂಡ್ ನಾಯಕರು ಮಧ್ಯ ಪ್ರವೇಶ ಮಾಡಿ ಸೂಚನೆ ನೀಡಿದ್ದಾರೆ. ಆದರಂತೆ ಸಿದ್ದರಾಮಯ್ಯ ಮತ್ತು ಡಿ.ಕೆ.ಶಿವಕುಮಾರ್ ಅವರು ಉಪಹಾರ ಕೂಟಗಳು ನಡೆದಿದ್ದವು. ಇದರಿಂದಾಗಿ ನಾಯಕರ ನಡುವೆ ಮನಸ್ತಾಪಕ್ಕೆ ತಾತ್ಕಾಲಿಕ ವಿರಾಮ ಬಿದ್ದಂತಾಗಿತ್ತು. ಆದರೆ, ನಾಯಕರು ಮತ್ತು ಶಾಸಕರ ನಡುವೆ ಅಧಿಕಾರ ಹಂಚಿಕೆ ವಿಚಾರ: [208, 111, 378, 283]
story1-photo: [388, 110, 738, 268]
story2-byline: ಪ್ರಜಾ ನಾಯಕ ಬೆಂಗಳೂರು: [30, 443, 99, 452]
story3-byline: ಪ್ರಜಾ ನಾಯಕ ಕಲಬುರಗಿ: [30, 659, 95, 668]
story5-photo-left: [388, 1210, 560, 1406]
sidebar1-title-line1: 105 ಪ್ರಕರಣ ವಿಲೇವಾರಿ,2.50 ಕೋಟಿ: [740, 413, 890, 426]
sidebar1-title-line2: ರೂ. ಪರಿಹಾರ ವಿತರಣೆಗೆ ಆದೇಶ: [757, 431, 873, 444]
issue-date: 16–12–2025: [394, 23, 524, 52]
